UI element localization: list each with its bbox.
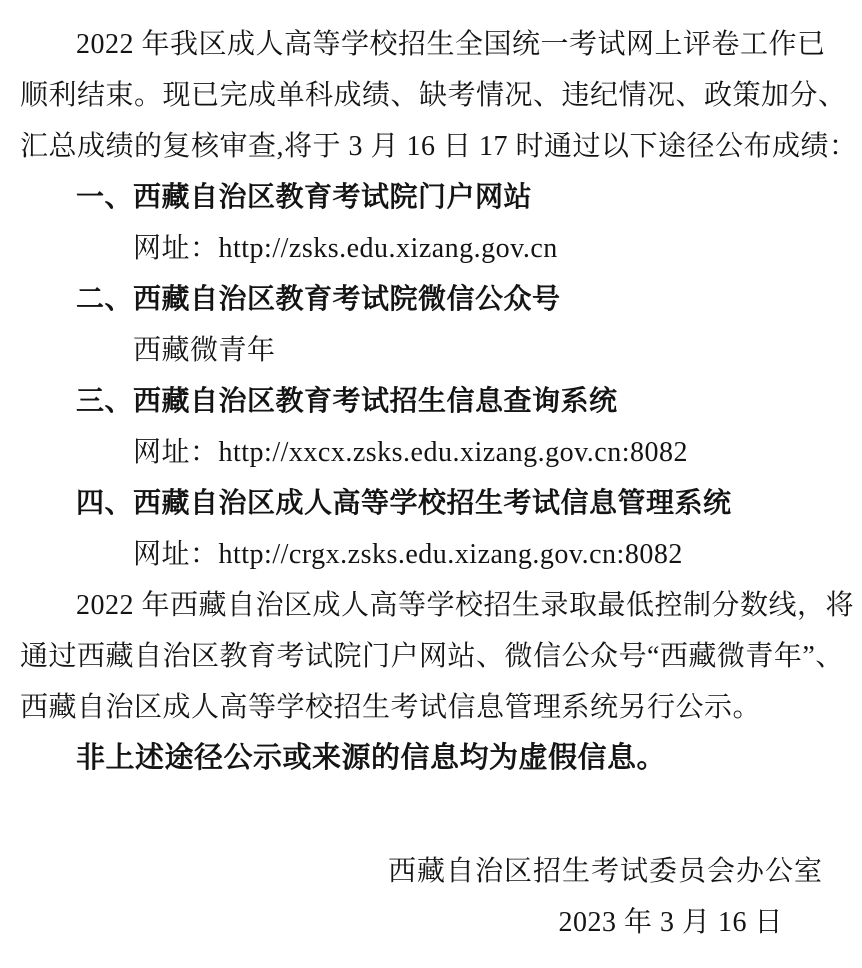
paragraph1-line1: 2022 年我区成人高等学校招生全国统一考试网上评卷工作已 (76, 29, 826, 60)
paragraph2-line3: 西藏自治区成人高等学校招生考试信息管理系统另行公示。 (20, 692, 762, 723)
spacer (20, 784, 845, 846)
channel1-url: 网址：http://zsks.edu.xizang.gov.cn (133, 233, 558, 264)
channel4-heading: 四、西藏自治区成人高等学校招生考试信息管理系统 (76, 488, 732, 519)
paragraph1-line2: 顺利结束。现已完成单科成绩、缺考情况、违纪情况、政策加分、 (20, 80, 847, 111)
paragraph2-line1: 2022 年西藏自治区成人高等学校招生录取最低控制分数线，将 (76, 590, 855, 621)
signature-office: 西藏自治区招生考试委员会办公室 (387, 856, 823, 887)
channel2-wechat-account: 西藏微青年 (133, 335, 276, 366)
paragraph1-line3: 汇总成绩的复核审查,将于 3 月 16 日 17 时通过以下途径公布成绩： (20, 131, 858, 162)
channel2-heading: 二、西藏自治区教育考试院微信公众号 (76, 284, 561, 315)
channel3-url: 网址：http://xxcx.zsks.edu.xizang.gov.cn:8082 (133, 437, 688, 468)
channel3-heading: 三、西藏自治区教育考试招生信息查询系统 (76, 386, 618, 417)
channel1-heading: 一、西藏自治区教育考试院门户网站 (76, 182, 533, 213)
warning-text: 非上述途径公示或来源的信息均为虚假信息。 (76, 742, 667, 774)
signature-date: 2023 年 3 月 16 日 (558, 907, 783, 938)
paragraph2-line2: 通过西藏自治区教育考试院门户网站、微信公众号“西藏微青年”、 (20, 641, 844, 672)
channel4-url: 网址：http://crgx.zsks.edu.xizang.gov.cn:8082 (133, 539, 683, 570)
